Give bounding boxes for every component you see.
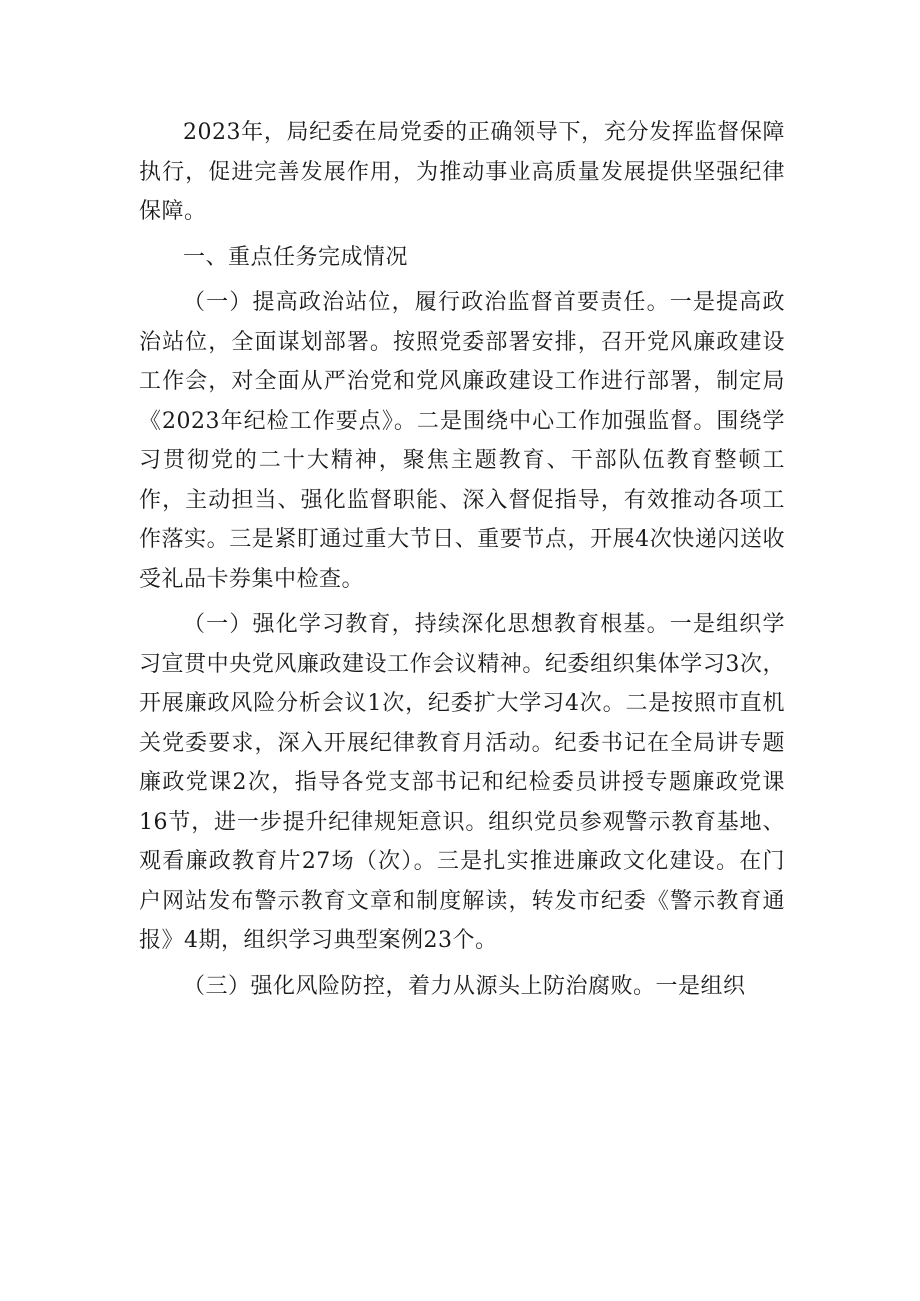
- document-body: [139, 113, 785, 1006]
- section-heading: 一、重点任务完成情况: [183, 244, 409, 270]
- subsection-paragraph-risk-control: （三）强化风险防控，着力从源头上防治腐败。一是组织: [183, 973, 746, 999]
- subsection-paragraph-political-supervision: （一）提高政治站位，履行政治监督首要责任。一是提高政治站位，全面谋划部署。按照党委部署安排，召开党风廉政建设工作会，对全面从严治党和党风廉政建设工作进行部署，制定局《2023年纪检工作要点》。二是围绕中心工作加强监督。围绕学习贯彻党的二十大精神，聚焦主题教育、干部队伍教育整顿工作，主动担当、强化监督职能、深入督促指导，有效推动各项工作落实。三是紧盯通过重大节日、重要节点，开展4次快递闪送收受礼品卡券集中检查。: [139, 290, 785, 592]
- intro-paragraph: 2023年，局纪委在局党委的正确领导下，充分发挥监督保障执行，促进完善发展作用，为推动事业高质量发展提供坚强纪律保障。: [139, 120, 785, 224]
- subsection-paragraph-learning-education: （一）强化学习教育，持续深化思想教育根基。一是组织学习宣贯中央党风廉政建设工作会议精神。纪委组织集体学习3次，开展廉政风险分析会议1次，纪委扩大学习4次。二是按照市直机关党委要求，深入开展纪律教育月活动。纪委书记在全局讲专题廉政党课2次，指导各党支部书记和纪检委员讲授专题廉政党课16节，进一步提升纪律规矩意识。组织党员参观警示教育基地、观看廉政教育片27场（次）。三是扎实推进廉政文化建设。在门户网站发布警示教育文章和制度解读，转发市纪委《警示教育通报》4期，组织学习典型案例23个。: [139, 612, 785, 953]
